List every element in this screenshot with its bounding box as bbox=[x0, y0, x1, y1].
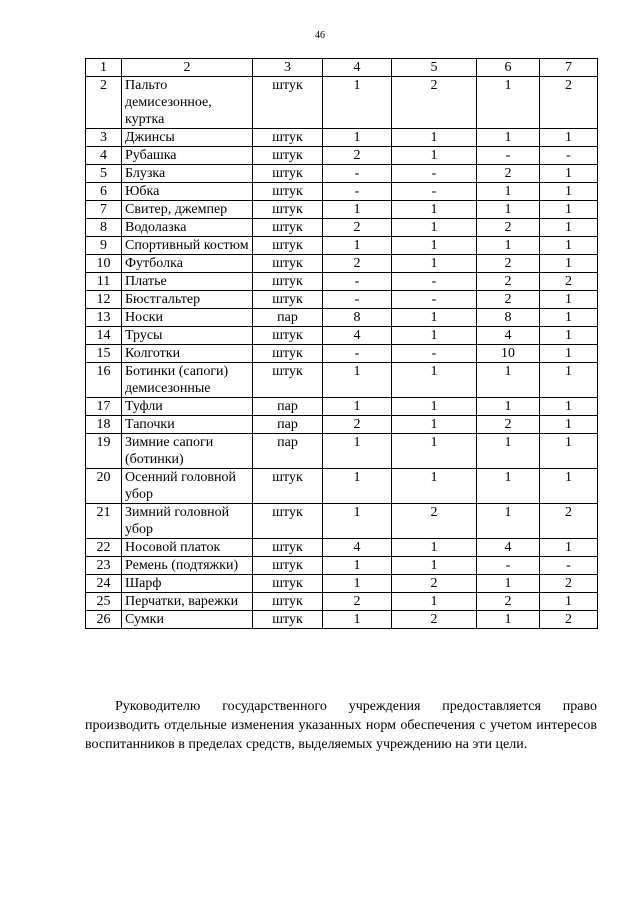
table-cell-value: 1 bbox=[323, 237, 392, 255]
table-cell-value: 1 bbox=[540, 416, 598, 434]
table-header-row bbox=[86, 59, 598, 77]
table-cell-value: 4 bbox=[477, 539, 540, 557]
note-paragraph: Руководителю государственного учреждения предоставляется право производить отдельные изменения указанных норм обеспечения с учетом интересов воспитанников в пределах средств, выделяемых учреждению на эти цели. bbox=[85, 699, 597, 752]
table-cell-value: - bbox=[392, 273, 477, 291]
table-cell-item: Туфли bbox=[122, 398, 253, 416]
table-cell-value: 2 bbox=[540, 504, 598, 539]
table-cell-value: 1 bbox=[540, 129, 598, 147]
table-cell-value: 1 bbox=[392, 327, 477, 345]
table-row bbox=[86, 469, 598, 504]
table-cell-value: - bbox=[540, 557, 598, 575]
table-cell-value: 1 bbox=[323, 611, 392, 629]
table-row bbox=[86, 434, 598, 469]
table-cell-value: 1 bbox=[540, 255, 598, 273]
table-cell-value: 1 bbox=[392, 237, 477, 255]
table-cell-value: 1 bbox=[392, 434, 477, 469]
table-cell-value: 1 bbox=[540, 237, 598, 255]
table-cell-value: 1 bbox=[477, 398, 540, 416]
table-cell-item: Колготки bbox=[122, 345, 253, 363]
table-cell-value: 1 bbox=[540, 165, 598, 183]
table-cell-unit: штук bbox=[253, 201, 323, 219]
table-row bbox=[86, 273, 598, 291]
table-cell-value: 1 bbox=[392, 416, 477, 434]
table-cell-unit: штук bbox=[253, 147, 323, 165]
table-cell-unit: штук bbox=[253, 255, 323, 273]
table-cell-item: Зимние сапоги (ботинки) bbox=[122, 434, 253, 469]
table-cell-number: 16 bbox=[86, 363, 122, 398]
table-row bbox=[86, 575, 598, 593]
header-cell: 3 bbox=[253, 59, 323, 77]
table-cell-number: 23 bbox=[86, 557, 122, 575]
table-cell-value: 1 bbox=[477, 504, 540, 539]
table-row bbox=[86, 147, 598, 165]
table-cell-item: Свитер, джемпер bbox=[122, 201, 253, 219]
table-row bbox=[86, 219, 598, 237]
table-cell-number: 15 bbox=[86, 345, 122, 363]
table-cell-value: 1 bbox=[392, 219, 477, 237]
table-cell-item: Носки bbox=[122, 309, 253, 327]
table-cell-value: 2 bbox=[323, 416, 392, 434]
table-cell-value: 1 bbox=[477, 237, 540, 255]
table-cell-value: 1 bbox=[323, 129, 392, 147]
table-cell-value: 1 bbox=[392, 593, 477, 611]
table-cell-value: 2 bbox=[540, 273, 598, 291]
table-cell-unit: штук bbox=[253, 363, 323, 398]
table-cell-unit: пар bbox=[253, 309, 323, 327]
table-cell-value: - bbox=[323, 345, 392, 363]
table-cell-unit: штук bbox=[253, 345, 323, 363]
table-row bbox=[86, 504, 598, 539]
table-row bbox=[86, 183, 598, 201]
table-cell-value: - bbox=[392, 345, 477, 363]
table-cell-unit: штук bbox=[253, 165, 323, 183]
table-cell-item: Ботинки (сапоги) демисезонные bbox=[122, 363, 253, 398]
table-cell-value: 2 bbox=[477, 273, 540, 291]
table-cell-number: 4 bbox=[86, 147, 122, 165]
table-cell-value: - bbox=[392, 183, 477, 201]
table-row bbox=[86, 416, 598, 434]
table-cell-value: 1 bbox=[323, 363, 392, 398]
table-cell-value: 2 bbox=[477, 219, 540, 237]
table-cell-value: 1 bbox=[323, 504, 392, 539]
table-cell-unit: штук bbox=[253, 593, 323, 611]
table-cell-value: 1 bbox=[392, 129, 477, 147]
table-cell-item: Футболка bbox=[122, 255, 253, 273]
table-cell-value: 4 bbox=[477, 327, 540, 345]
table-cell-unit: штук bbox=[253, 237, 323, 255]
table-cell-value: 1 bbox=[540, 345, 598, 363]
table-row bbox=[86, 363, 598, 398]
table-cell-item: Перчатки, варежки bbox=[122, 593, 253, 611]
table-cell-value: - bbox=[392, 291, 477, 309]
table-cell-value: 1 bbox=[540, 219, 598, 237]
clothing-norms-table bbox=[85, 58, 598, 629]
table-cell-unit: штук bbox=[253, 557, 323, 575]
table-cell-item: Водолазка bbox=[122, 219, 253, 237]
table-cell-unit: штук bbox=[253, 291, 323, 309]
table-cell-value: - bbox=[323, 291, 392, 309]
table-cell-value: 1 bbox=[323, 77, 392, 129]
table-cell-value: 1 bbox=[540, 398, 598, 416]
table-cell-number: 2 bbox=[86, 77, 122, 129]
table-cell-item: Юбка bbox=[122, 183, 253, 201]
page-number: 46 bbox=[315, 30, 325, 41]
header-cell: 6 bbox=[477, 59, 540, 77]
table-cell-number: 7 bbox=[86, 201, 122, 219]
table-cell-value: 2 bbox=[477, 255, 540, 273]
table-cell-value: 1 bbox=[323, 398, 392, 416]
table-cell-number: 10 bbox=[86, 255, 122, 273]
table-cell-value: 1 bbox=[392, 469, 477, 504]
table-cell-value: 1 bbox=[392, 539, 477, 557]
table-cell-value: 2 bbox=[540, 575, 598, 593]
table-row bbox=[86, 327, 598, 345]
table-cell-value: 1 bbox=[392, 309, 477, 327]
table-cell-unit: штук bbox=[253, 273, 323, 291]
table-cell-value: 2 bbox=[323, 219, 392, 237]
table-cell-item: Джинсы bbox=[122, 129, 253, 147]
table-cell-number: 17 bbox=[86, 398, 122, 416]
table-cell-value: 1 bbox=[477, 183, 540, 201]
table-row bbox=[86, 309, 598, 327]
table-cell-value: 1 bbox=[540, 593, 598, 611]
table-cell-number: 18 bbox=[86, 416, 122, 434]
table-cell-value: 10 bbox=[477, 345, 540, 363]
table-row bbox=[86, 237, 598, 255]
table-cell-item: Тапочки bbox=[122, 416, 253, 434]
table-cell-value: 1 bbox=[540, 363, 598, 398]
table-cell-value: 1 bbox=[323, 469, 392, 504]
table-row bbox=[86, 593, 598, 611]
table-cell-value: 1 bbox=[392, 363, 477, 398]
table-cell-value: 2 bbox=[392, 611, 477, 629]
table-cell-unit: штук bbox=[253, 611, 323, 629]
table-cell-value: 4 bbox=[323, 327, 392, 345]
table-row bbox=[86, 539, 598, 557]
header-cell: 4 bbox=[323, 59, 392, 77]
table-cell-value: 1 bbox=[477, 363, 540, 398]
table-row bbox=[86, 398, 598, 416]
table-cell-value: 2 bbox=[477, 165, 540, 183]
table-cell-value: 1 bbox=[477, 434, 540, 469]
table-row bbox=[86, 77, 598, 129]
header-cell: 2 bbox=[122, 59, 253, 77]
table-row bbox=[86, 611, 598, 629]
table-cell-value: 1 bbox=[540, 327, 598, 345]
table-cell-number: 19 bbox=[86, 434, 122, 469]
table-cell-value: - bbox=[540, 147, 598, 165]
table-cell-item: Осенний головной убор bbox=[122, 469, 253, 504]
table-cell-value: 2 bbox=[323, 255, 392, 273]
table-cell-value: 1 bbox=[392, 147, 477, 165]
table-cell-unit: штук bbox=[253, 129, 323, 147]
table-row bbox=[86, 255, 598, 273]
table-row bbox=[86, 201, 598, 219]
table-cell-number: 25 bbox=[86, 593, 122, 611]
table-cell-value: 2 bbox=[392, 575, 477, 593]
table-cell-item: Сумки bbox=[122, 611, 253, 629]
table-cell-value: 1 bbox=[477, 469, 540, 504]
table-cell-value: 2 bbox=[540, 77, 598, 129]
table-cell-item: Рубашка bbox=[122, 147, 253, 165]
table-cell-value: 1 bbox=[477, 201, 540, 219]
table-cell-value: 1 bbox=[540, 309, 598, 327]
table-cell-value: 1 bbox=[540, 291, 598, 309]
table-cell-value: 1 bbox=[540, 183, 598, 201]
table-cell-value: - bbox=[392, 165, 477, 183]
table-row bbox=[86, 557, 598, 575]
table-cell-item: Носовой платок bbox=[122, 539, 253, 557]
table-cell-value: 1 bbox=[392, 201, 477, 219]
table-cell-unit: пар bbox=[253, 416, 323, 434]
table-cell-value: 8 bbox=[323, 309, 392, 327]
table-cell-number: 21 bbox=[86, 504, 122, 539]
table-cell-unit: штук bbox=[253, 539, 323, 557]
table-cell-value: 4 bbox=[323, 539, 392, 557]
table-cell-unit: штук bbox=[253, 575, 323, 593]
table-cell-value: 1 bbox=[323, 434, 392, 469]
table-cell-value: 2 bbox=[392, 77, 477, 129]
table-cell-unit: пар bbox=[253, 398, 323, 416]
table-cell-number: 5 bbox=[86, 165, 122, 183]
table-cell-unit: штук bbox=[253, 504, 323, 539]
table-cell-value: 1 bbox=[392, 255, 477, 273]
table-cell-value: 2 bbox=[323, 147, 392, 165]
table-cell-number: 3 bbox=[86, 129, 122, 147]
table-cell-number: 20 bbox=[86, 469, 122, 504]
table-cell-value: 2 bbox=[477, 416, 540, 434]
table-cell-number: 26 bbox=[86, 611, 122, 629]
table-cell-value: - bbox=[323, 183, 392, 201]
table-cell-value: 2 bbox=[323, 593, 392, 611]
table-cell-value: 1 bbox=[392, 398, 477, 416]
table-cell-unit: штук bbox=[253, 183, 323, 201]
table-cell-item: Платье bbox=[122, 273, 253, 291]
header-cell: 1 bbox=[86, 59, 122, 77]
table-cell-value: - bbox=[323, 165, 392, 183]
table-cell-value: 2 bbox=[540, 611, 598, 629]
table-cell-item: Ремень (подтяжки) bbox=[122, 557, 253, 575]
table-cell-number: 8 bbox=[86, 219, 122, 237]
table-cell-number: 14 bbox=[86, 327, 122, 345]
table-cell-value: 1 bbox=[477, 575, 540, 593]
table-cell-value: 1 bbox=[477, 77, 540, 129]
table-cell-number: 11 bbox=[86, 273, 122, 291]
table-cell-item: Трусы bbox=[122, 327, 253, 345]
table-cell-number: 6 bbox=[86, 183, 122, 201]
table-cell-value: 8 bbox=[477, 309, 540, 327]
table-cell-item: Пальто демисезонное, куртка bbox=[122, 77, 253, 129]
table-cell-value: 1 bbox=[323, 201, 392, 219]
table-cell-unit: штук bbox=[253, 77, 323, 129]
table-cell-value: 1 bbox=[540, 469, 598, 504]
table-cell-item: Шарф bbox=[122, 575, 253, 593]
table-row bbox=[86, 345, 598, 363]
table-cell-value: 1 bbox=[323, 575, 392, 593]
table-cell-value: 2 bbox=[392, 504, 477, 539]
table-cell-item: Блузка bbox=[122, 165, 253, 183]
table-cell-value: 1 bbox=[540, 539, 598, 557]
table-cell-number: 24 bbox=[86, 575, 122, 593]
table-cell-value: 1 bbox=[323, 557, 392, 575]
table-cell-number: 22 bbox=[86, 539, 122, 557]
table-cell-number: 9 bbox=[86, 237, 122, 255]
table-cell-number: 13 bbox=[86, 309, 122, 327]
header-cell: 7 bbox=[540, 59, 598, 77]
table-cell-value: 1 bbox=[477, 129, 540, 147]
table-row bbox=[86, 165, 598, 183]
table-cell-value: 2 bbox=[477, 291, 540, 309]
table-cell-unit: пар bbox=[253, 434, 323, 469]
table-cell-value: - bbox=[477, 557, 540, 575]
table-cell-value: - bbox=[323, 273, 392, 291]
table-cell-unit: штук bbox=[253, 469, 323, 504]
table-cell-value: 2 bbox=[477, 593, 540, 611]
table-cell-value: 1 bbox=[540, 201, 598, 219]
header-cell: 5 bbox=[392, 59, 477, 77]
table-cell-value: - bbox=[477, 147, 540, 165]
table-cell-value: 1 bbox=[540, 434, 598, 469]
table-cell-unit: штук bbox=[253, 327, 323, 345]
table-row bbox=[86, 291, 598, 309]
table-cell-value: 1 bbox=[477, 611, 540, 629]
table-cell-unit: штук bbox=[253, 219, 323, 237]
table-row bbox=[86, 129, 598, 147]
table-cell-item: Бюстгальтер bbox=[122, 291, 253, 309]
table-cell-value: 1 bbox=[392, 557, 477, 575]
table-cell-number: 12 bbox=[86, 291, 122, 309]
table-cell-item: Спортивный костюм bbox=[122, 237, 253, 255]
table-cell-item: Зимний головной убор bbox=[122, 504, 253, 539]
